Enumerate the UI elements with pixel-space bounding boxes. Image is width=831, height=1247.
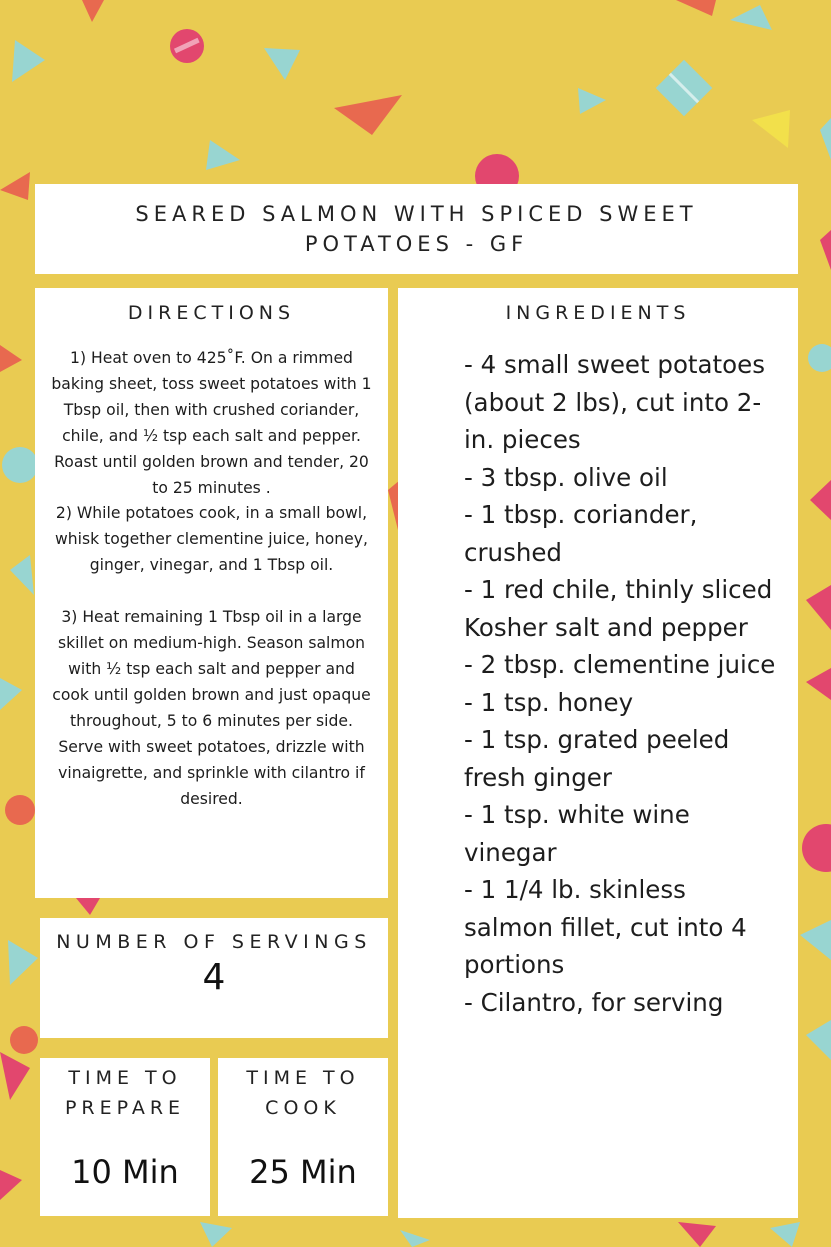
pink-triangle	[0, 1170, 22, 1200]
teal-triangle	[12, 40, 45, 82]
pink-triangle	[678, 1222, 716, 1247]
ingredient-item: - 1 tsp. honey	[464, 687, 634, 717]
teal-triangle	[806, 1020, 831, 1060]
ingredient-item: Kosher salt and pepper	[464, 612, 748, 642]
teal-triangle	[10, 555, 34, 595]
teal-circle	[808, 344, 831, 372]
teal-triangle	[730, 5, 772, 30]
ingredient-item: - 1 tsp. grated peeled fresh ginger	[464, 725, 730, 792]
teal-triangle	[578, 88, 606, 114]
orange-triangle	[0, 345, 22, 372]
ingredient-item: - 1 1/4 lb. skinless salmon fillet, cut into 4 portions	[464, 875, 747, 979]
teal-triangle	[800, 920, 831, 960]
servings-label: NUMBER OF SERVINGS	[56, 931, 372, 953]
orange-triangle	[82, 0, 104, 22]
recipe-title: SEARED SALMON WITH SPICED SWEET POTATOES - GF	[135, 202, 698, 256]
orange-triangle	[676, 0, 716, 16]
ingredients-heading: INGREDIENTS	[505, 302, 691, 324]
orange-triangle	[334, 95, 402, 135]
pink-triangle	[810, 480, 831, 520]
ingredient-item: - Cilantro, for serving	[464, 987, 724, 1017]
cook-time-value: 25 Min	[249, 1153, 357, 1191]
ingredient-item: - 1 red chile, thinly sliced	[464, 575, 773, 604]
direction-step: 2) While potatoes cook, in a small bowl, whisk together clementine juice, honey, ginger, vinegar, and 1 Tbsp oil.	[55, 504, 368, 575]
ingredient-item: - 4 small sweet potatoes (about 2 lbs), cut into 2-in. pieces	[464, 350, 765, 454]
servings-value: 4	[202, 957, 226, 998]
directions-text	[49, 346, 374, 812]
ingredients-list	[398, 346, 798, 1021]
servings-card	[40, 918, 388, 1038]
ingredient-item: - 1 tbsp. coriander, crushed	[464, 500, 698, 567]
ingredient-item: - 2 tbsp. clementine juice	[464, 650, 776, 679]
pink-circle	[802, 824, 831, 872]
teal-triangle	[400, 1230, 430, 1247]
ingredients-card	[398, 288, 798, 1218]
teal-triangle	[8, 940, 38, 985]
directions-card	[35, 288, 388, 898]
ingredient-item: - 1 tsp. white wine vinegar	[464, 800, 690, 867]
yellow-triangle	[752, 110, 790, 148]
teal-triangle	[206, 140, 240, 170]
pink-triangle	[820, 230, 831, 270]
prep-time-card	[40, 1058, 210, 1216]
teal-triangle	[820, 118, 831, 160]
teal-triangle	[0, 678, 22, 710]
teal-circle	[2, 447, 38, 483]
cook-time-card	[218, 1058, 388, 1216]
directions-heading: DIRECTIONS	[127, 302, 296, 324]
ingredient-item: - 3 tbsp. olive oil	[464, 462, 668, 492]
teal-triangle	[200, 1222, 232, 1247]
prep-time-value: 10 Min	[71, 1153, 179, 1191]
title-card	[35, 184, 798, 274]
direction-step: 3) Heat remaining 1 Tbsp oil in a large skillet on medium-high. Season salmon with ½ tsp each salt and pepper and cook until golden brown and just opaque throughout, 5 to 6 minutes per side. Serve with sweet potatoes, drizzle with vinaigrette, and sprinkle with cilantro if desired.	[52, 608, 371, 808]
pink-triangle	[806, 585, 831, 630]
orange-circle	[10, 1026, 38, 1054]
orange-circle	[5, 795, 35, 825]
teal-triangle	[264, 48, 300, 80]
teal-triangle	[770, 1222, 800, 1247]
pink-triangle	[0, 1052, 30, 1100]
pink-triangle	[806, 668, 831, 700]
pink-triangle	[76, 898, 100, 915]
direction-step: 1) Heat oven to 425˚F. On a rimmed baking sheet, toss sweet potatoes with 1 Tbsp oil, then with crushed coriander, chile, and ½ tsp each salt and pepper. Roast until golden brown and tender, 20 to 25 minutes .	[51, 349, 372, 497]
orange-triangle	[0, 172, 30, 200]
prep-time-label: TIME TO PREPARE	[64, 1067, 186, 1119]
cook-time-label: TIME TO COOK	[246, 1067, 360, 1119]
